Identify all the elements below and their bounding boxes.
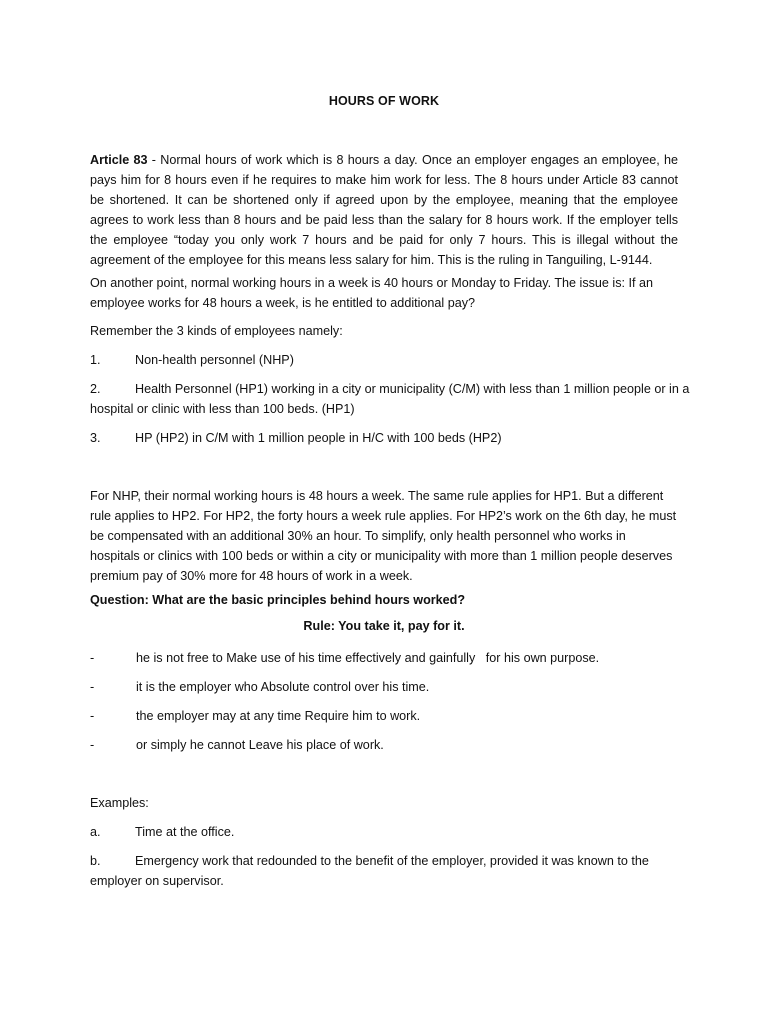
item-number: 3. [90,431,101,445]
principle-text: he is not free to Make use of his time effectively and gainfully for his own purpose. [136,651,600,665]
item-text: Time at the office. [135,825,235,839]
document-title: HOURS OF WORK [328,94,440,108]
article-83-paragraph [90,150,678,270]
dash-marker: - [90,709,95,723]
question-heading: Question: What are the basic principles behind hours worked? [90,593,466,607]
dash-marker: - [90,651,95,665]
rule-heading: Rule: You take it, pay for it. [303,619,465,633]
weekly-hours-paragraph: On another point, normal working hours in a week is 40 hours or Monday to Friday. The issue is: If an employee works for 48 hours a week, is he entitled to additional pay? [90,276,654,310]
item-number: a. [90,825,101,839]
principle-text: it is the employer who Absolute control over his time. [136,680,430,694]
item-text: HP (HP2) in C/M with 1 million people in H/C with 100 beds (HP2) [135,431,502,445]
example-item [90,851,690,891]
item-text: Non-health personnel (NHP) [135,353,294,367]
article-83-text: - Normal hours of work which is 8 hours a day. Once an employer engages an employee, he pays him for 8 hours even if he requires to make him work for less. The 8 hours under Article 83 cannot be shortened. It can be shortened only if agreed upon by the employee, meaning that the employee agrees to work less than 8 hours and be paid less than the salary for 8 hours work. If the employer tells the employee “today you only work 7 hours and be paid for only 7 hours. This is illegal without the agreement of the employee for this means less salary for him. This is the ruling in Tanguiling, L-9144. [90,153,679,267]
employee-kinds-intro: Remember the 3 kinds of employees namely: [90,324,343,338]
item-number: 2. [90,382,101,396]
employee-kind-item [90,350,690,370]
employee-kind-item [90,379,690,419]
article-83-label: Article 83 [90,153,148,167]
example-item [90,822,690,842]
item-text: Emergency work that redounded to the benefit of the employer, provided it was known to the employer on supervisor. [90,854,649,888]
principle-text: the employer may at any time Require him to work. [136,709,421,723]
examples-heading: Examples: [90,796,149,810]
principle-text: or simply he cannot Leave his place of work. [136,738,384,752]
dash-marker: - [90,738,95,752]
dash-marker: - [90,680,95,694]
item-number: b. [90,854,101,868]
nhp-paragraph: For NHP, their normal working hours is 48 hours a week. The same rule applies for HP1. But a different rule applies to HP2. For HP2, the forty hours a week rule applies. For HP2’s work on the 6th day, he must be compensated with an additional 30% an hour. To simplify, only health personnel who works in hospitals or clinics with 100 beds or within a city or municipality with more than 1 million people deserves premium pay of 30% more for 48 hours of work in a week. [90,489,677,583]
item-text: Health Personnel (HP1) working in a city or municipality (C/M) with less than 1 million people or in a hospital or clinic with less than 100 beds. (HP1) [90,382,690,416]
employee-kind-item [90,428,690,448]
item-number: 1. [90,353,101,367]
